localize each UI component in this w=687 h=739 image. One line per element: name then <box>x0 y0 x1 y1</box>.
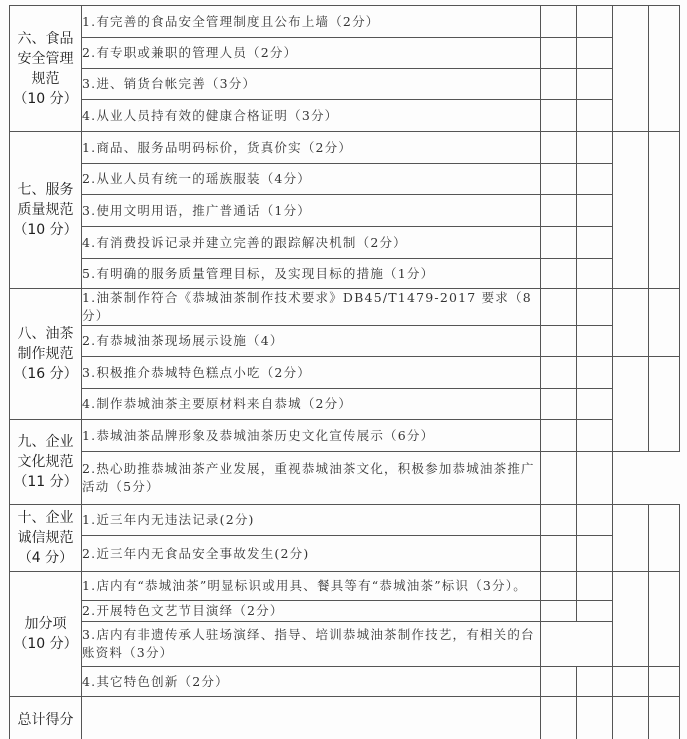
score-cell[interactable] <box>541 6 577 38</box>
criterion-text: 1.油茶制作符合《恭城油茶制作技术要求》DB45/T1479-2017 要求（8分） <box>82 289 541 326</box>
score-cell[interactable] <box>577 69 613 100</box>
criterion-text: 2.近三年内无食品安全事故发生(2分) <box>82 536 541 572</box>
criterion-text: 1.恭城油茶品牌形象及恭城油茶历史文化宣传展示（6分） <box>82 420 541 452</box>
score-cell[interactable] <box>577 6 613 38</box>
table-row <box>10 667 680 697</box>
criterion-text: 3.店内有非遗传承人驻场演绎、指导、培训恭城油茶制作技艺，有相关的台账资料（3分） <box>82 622 541 667</box>
score-cell[interactable] <box>577 259 613 289</box>
category-cell-food-safety <box>10 6 82 132</box>
category-label: 九、企业 <box>17 434 74 450</box>
table-row <box>10 38 680 69</box>
score-cell[interactable] <box>577 132 613 164</box>
score-cell[interactable] <box>541 259 577 289</box>
category-label: 文化规范 <box>17 454 74 470</box>
criterion-text: 5.有明确的服务质量管理目标，及实现目标的措施（1分） <box>82 259 541 289</box>
criterion-text: 2.开展特色文艺节目演绎（2分） <box>82 601 541 622</box>
table-row <box>10 389 680 420</box>
table-row <box>10 259 680 289</box>
category-points: （4 分） <box>17 550 74 566</box>
category-cell-service-quality <box>10 132 82 289</box>
section-score-cell[interactable] <box>613 289 649 357</box>
table-row <box>10 572 680 601</box>
score-cell[interactable] <box>541 667 577 697</box>
score-cell[interactable] <box>541 195 577 227</box>
criterion-text: 3.使用文明用语，推广普通话（1分） <box>82 195 541 227</box>
score-cell[interactable] <box>577 601 613 622</box>
category-points: （10 分） <box>13 636 78 652</box>
category-label: 安全管理 <box>17 50 74 67</box>
criterion-text: 2.从业人员有统一的瑶族服装（4分） <box>82 164 541 195</box>
score-cell[interactable] <box>577 420 613 452</box>
total-score-field[interactable] <box>82 697 541 739</box>
total-row <box>10 697 680 739</box>
criterion-text: 3.积极推介恭城特色糕点小吃（2分） <box>82 357 541 389</box>
section-remark-cell[interactable] <box>649 667 680 697</box>
score-cell[interactable] <box>577 100 613 132</box>
table-row <box>10 601 680 622</box>
score-cell[interactable] <box>541 100 577 132</box>
score-cell[interactable] <box>577 667 613 697</box>
criterion-text: 1.店内有“恭城油茶”明显标识或用具、餐具等有“恭城油茶”标识（3分）。 <box>82 572 541 601</box>
score-cell[interactable] <box>541 572 577 601</box>
score-cell[interactable] <box>577 389 613 420</box>
score-cell[interactable] <box>577 289 613 326</box>
score-cell[interactable] <box>541 132 577 164</box>
evaluation-score-table <box>9 5 680 739</box>
criterion-text: 1.有完善的食品安全管理制度且公布上墙（2分） <box>82 6 541 38</box>
score-cell[interactable] <box>577 195 613 227</box>
section-remark-cell[interactable] <box>649 572 680 667</box>
score-cell[interactable] <box>577 452 613 505</box>
score-cell[interactable] <box>541 289 577 326</box>
category-label: 质量规范 <box>17 202 74 218</box>
score-cell[interactable] <box>541 420 577 452</box>
score-cell[interactable] <box>577 38 613 69</box>
category-label: 规范 <box>31 70 60 87</box>
category-label: 十、企业 <box>17 510 74 526</box>
score-cell[interactable] <box>541 622 613 667</box>
table-row <box>10 100 680 132</box>
table-row <box>10 289 680 326</box>
table-row <box>10 420 680 452</box>
table-row <box>10 622 680 667</box>
criterion-text: 3.进、销货台帐完善（3分） <box>82 69 541 100</box>
category-label: 七、服务 <box>17 182 74 198</box>
score-cell[interactable] <box>541 536 577 572</box>
score-cell[interactable] <box>541 326 577 357</box>
score-cell[interactable] <box>577 164 613 195</box>
category-cell-integrity <box>10 505 82 572</box>
category-label: 制作规范 <box>17 346 74 362</box>
score-cell[interactable] <box>541 697 577 739</box>
score-cell[interactable] <box>541 164 577 195</box>
score-cell[interactable] <box>577 536 613 572</box>
section-score-cell[interactable] <box>613 572 649 667</box>
category-points: （10 分） <box>13 90 78 107</box>
criterion-text: 4.有消费投诉记录并建立完善的跟踪解决机制（2分） <box>82 227 541 259</box>
score-cell[interactable] <box>541 452 577 505</box>
table-row <box>10 326 680 357</box>
score-cell[interactable] <box>541 357 577 389</box>
score-cell[interactable] <box>649 697 680 739</box>
category-label: 八、油茶 <box>17 326 74 342</box>
category-label: 诚信规范 <box>17 530 74 546</box>
score-cell[interactable] <box>541 505 577 536</box>
table-row <box>10 505 680 536</box>
criterion-text: 4.其它特色创新（2分） <box>82 667 541 697</box>
score-cell[interactable] <box>541 69 577 100</box>
score-cell[interactable] <box>577 505 613 536</box>
score-cell[interactable] <box>577 697 613 739</box>
category-cell-oil-tea-production <box>10 289 82 420</box>
table-row <box>10 536 680 572</box>
section-remark-cell[interactable] <box>649 289 680 357</box>
category-points: （16 分） <box>13 366 78 382</box>
section-score-cell[interactable] <box>613 667 649 697</box>
score-cell[interactable] <box>577 326 613 357</box>
score-cell[interactable] <box>577 357 613 389</box>
criterion-text: 4.制作恭城油茶主要原材料来自恭城（2分） <box>82 389 541 420</box>
section-remark-cell[interactable] <box>649 132 680 289</box>
category-label: 六、食品 <box>17 30 74 47</box>
table-row <box>10 357 680 389</box>
score-cell[interactable] <box>541 601 577 622</box>
score-cell[interactable] <box>577 227 613 259</box>
section-score-cell[interactable] <box>613 505 649 572</box>
section-remark-cell[interactable] <box>649 505 680 572</box>
score-cell[interactable] <box>541 38 577 69</box>
category-cell-corporate-culture <box>10 420 82 505</box>
category-points: （11 分） <box>13 474 78 490</box>
criterion-text: 2.有专职或兼职的管理人员（2分） <box>82 38 541 69</box>
section-score-cell[interactable] <box>613 132 649 289</box>
criterion-text: 1.商品、服务品明码标价，货真价实（2分） <box>82 132 541 164</box>
section-score-cell[interactable] <box>613 6 649 132</box>
score-cell[interactable] <box>541 389 577 420</box>
score-cell[interactable] <box>577 572 613 601</box>
category-points: （10 分） <box>13 222 78 238</box>
category-cell-bonus <box>10 572 82 697</box>
table-row <box>10 132 680 164</box>
score-cell[interactable] <box>613 697 649 739</box>
section-score-cell[interactable] <box>613 357 649 452</box>
section-remark-cell[interactable] <box>649 357 680 452</box>
score-cell[interactable] <box>541 227 577 259</box>
table-row <box>10 69 680 100</box>
table-row <box>10 6 680 38</box>
table-row <box>10 452 680 505</box>
criterion-text: 4.从业人员持有效的健康合格证明（3分） <box>82 100 541 132</box>
criterion-text: 2.有恭城油茶现场展示设施（4） <box>82 326 541 357</box>
table-row <box>10 227 680 259</box>
table-row <box>10 195 680 227</box>
criterion-text: 1.近三年内无违法记录(2分) <box>82 505 541 536</box>
table-row <box>10 164 680 195</box>
total-score-label: 总计得分 <box>10 697 82 739</box>
category-label: 加分项 <box>24 616 67 632</box>
section-remark-cell[interactable] <box>649 6 680 132</box>
criterion-text: 2.热心助推恭城油茶产业发展，重视恭城油茶文化，积极参加恭城油茶推广活动（5分） <box>82 452 541 505</box>
